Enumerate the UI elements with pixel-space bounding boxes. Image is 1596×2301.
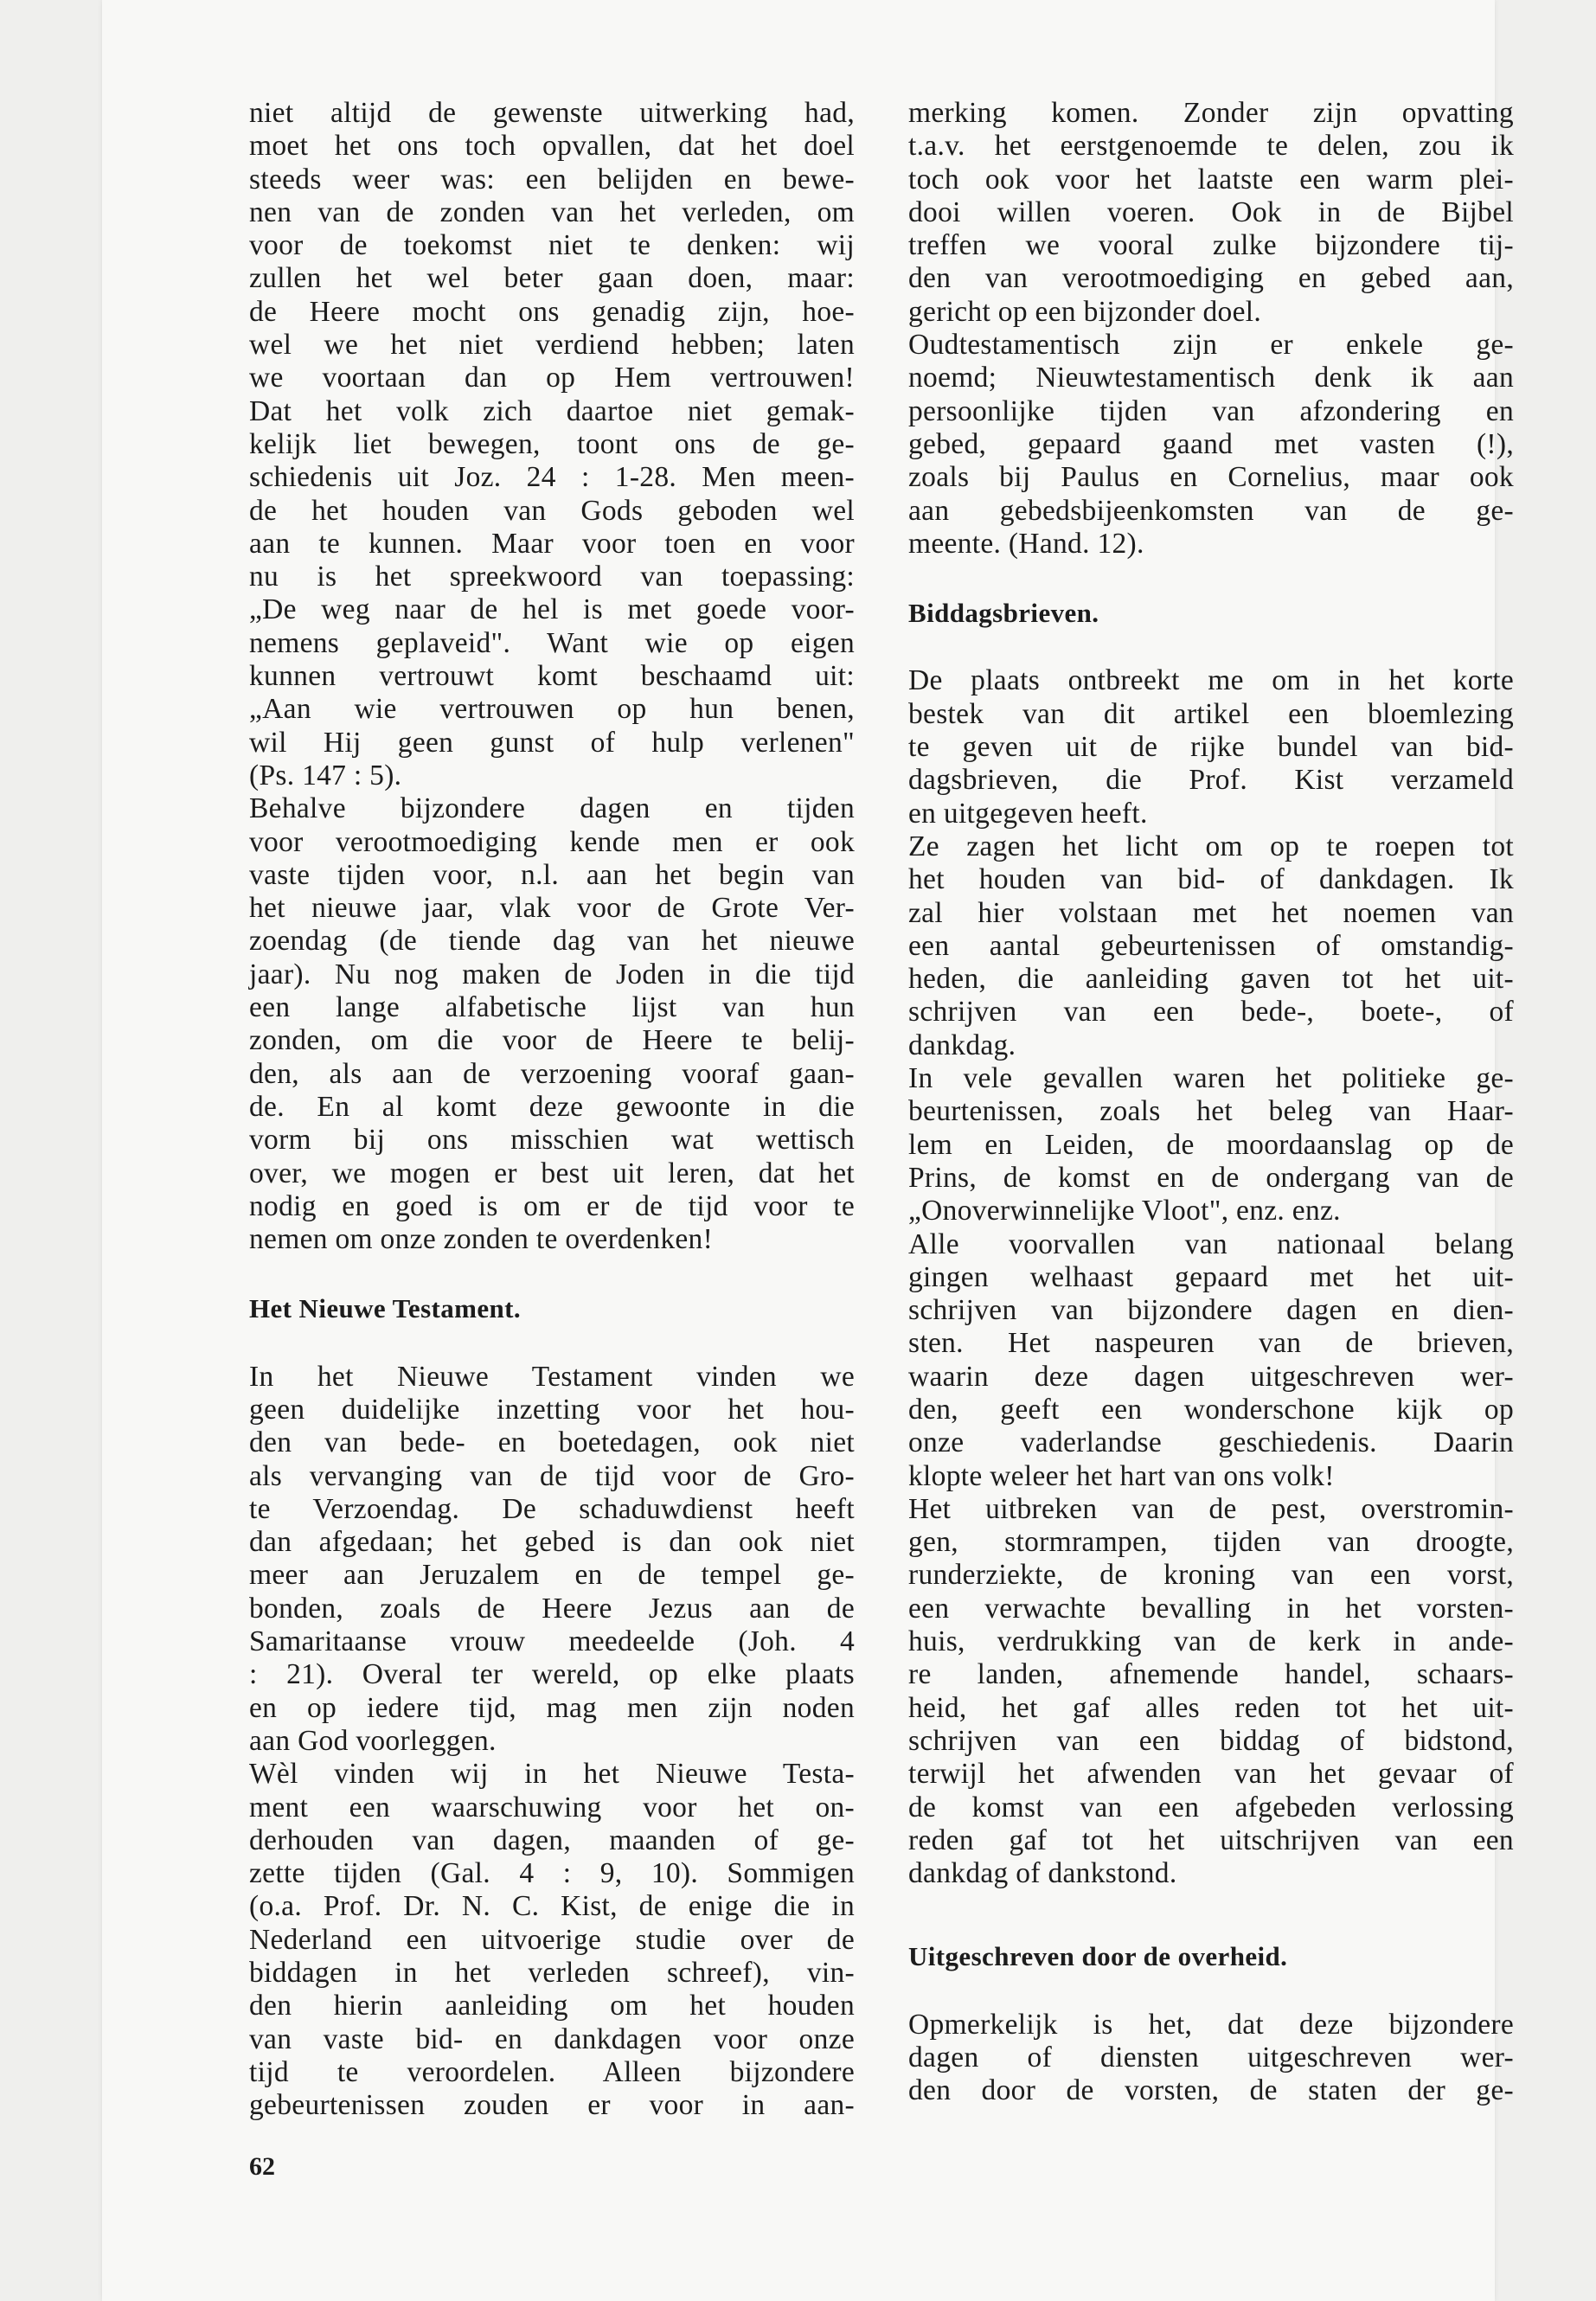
text-line: meente. (Hand. 12). bbox=[908, 527, 1144, 560]
text-line: t.a.v. het eerstgenoemde te delen, zou ik bbox=[908, 130, 1514, 163]
text-line: heden, die aanleiding gaven tot het uit- bbox=[908, 963, 1514, 996]
text-line: het nieuwe jaar, vlak voor de Grote Ver- bbox=[249, 892, 855, 925]
text-line: voor de toekomst niet te denken: wij bbox=[249, 229, 855, 262]
text-line: en op iedere tijd, mag men zijn noden bbox=[249, 1691, 855, 1724]
right-column bbox=[908, 97, 1514, 2108]
text-line: den, geeft een wonderschone kijk op bbox=[908, 1393, 1514, 1426]
text-line: wel we het niet verdiend hebben; laten bbox=[249, 329, 855, 362]
text-line: (Ps. 147 : 5). bbox=[249, 759, 402, 792]
text-line: huis, verdrukking van de kerk in ande- bbox=[908, 1625, 1514, 1658]
text-line: gebed, gepaard gaand met vasten (!), bbox=[908, 427, 1514, 460]
text-line: den van verootmoediging en gebed aan, bbox=[908, 262, 1514, 295]
text-line: gericht op een bijzonder doel. bbox=[908, 295, 1262, 328]
text-line: onze vaderlandse geschiedenis. Daarin bbox=[908, 1426, 1514, 1459]
text-line: het houden van bid- of dankdagen. Ik bbox=[908, 863, 1514, 896]
text-line: Ze zagen het licht om op te roepen tot bbox=[908, 830, 1514, 862]
text-line: gebeurtenissen zouden er voor in aan- bbox=[249, 2089, 855, 2122]
text-line: de komst van een afgebeden verlossing bbox=[908, 1791, 1514, 1823]
text-line: dankdag. bbox=[908, 1029, 1016, 1061]
text-line: den, als aan de verzoening vooraf gaan- bbox=[249, 1057, 855, 1090]
left-column bbox=[249, 97, 855, 2123]
text-line: gingen welhaast gepaard met het uit- bbox=[908, 1260, 1514, 1293]
text-line: zette tijden (Gal. 4 : 9, 10). Sommigen bbox=[249, 1857, 855, 1890]
text-line: de Heere mocht ons genadig zijn, hoe- bbox=[249, 295, 855, 328]
text-line: aan God voorleggen. bbox=[249, 1724, 497, 1757]
text-line: merking komen. Zonder zijn opvatting bbox=[908, 97, 1514, 129]
text-line: vorm bij ons misschien wat wettisch bbox=[249, 1124, 855, 1157]
text-line: kelijk liet bewegen, toont ons de ge- bbox=[249, 427, 855, 460]
text-line: reden gaf tot het uitschrijven van een bbox=[908, 1823, 1514, 1856]
text-line: treffen we vooral zulke bijzondere tij- bbox=[908, 229, 1514, 262]
text-line: zal hier volstaan met het noemen van bbox=[908, 896, 1514, 929]
text-line: nemen om onze zonden te overdenken! bbox=[249, 1223, 714, 1256]
text-line: ment een waarschuwing voor het on- bbox=[249, 1791, 855, 1823]
text-line: nemens geplaveid". Want wie op eigen bbox=[249, 626, 855, 659]
text-line: Samaritaanse vrouw meedeelde (Joh. 4 bbox=[249, 1625, 855, 1658]
text-line: Nederland een uitvoerige studie over de bbox=[249, 1923, 855, 1956]
text-line: zullen het wel beter gaan doen, maar: bbox=[249, 262, 855, 295]
text-line: „Onoverwinnelijke Vloot", enz. enz. bbox=[908, 1195, 1341, 1227]
text-line: over, we mogen er best uit leren, dat het bbox=[249, 1157, 855, 1189]
text-line: schrijven van een bede-, boete-, of bbox=[908, 996, 1514, 1029]
text-line: te Verzoendag. De schaduwdienst heeft bbox=[249, 1492, 855, 1525]
text-line: schiedenis uit Joz. 24 : 1-28. Men meen- bbox=[249, 461, 855, 494]
text-line: dan afgedaan; het gebed is dan ook niet bbox=[249, 1526, 855, 1559]
text-line: den door de vorsten, de staten der ge- bbox=[908, 2074, 1514, 2107]
text-line: bestek van dit artikel een bloemlezing bbox=[908, 697, 1514, 730]
text-line: biddagen in het verleden schreef), vin- bbox=[249, 1957, 855, 1990]
text-line: schrijven van een biddag of bidstond, bbox=[908, 1724, 1514, 1757]
text-line: den hierin aanleiding om het houden bbox=[249, 1990, 855, 2022]
text-line: tijd te veroordelen. Alleen bijzondere bbox=[249, 2055, 855, 2088]
text-line: „De weg naar de hel is met goede voor- bbox=[249, 593, 855, 626]
text-line: geen duidelijke inzetting voor het hou- bbox=[249, 1393, 855, 1426]
text-line: we voortaan dan op Hem vertrouwen! bbox=[249, 362, 855, 394]
heading-het-nieuwe-testament: Het Nieuwe Testament. bbox=[249, 1293, 522, 1324]
text-line: toch ook voor het laatste een warm plei- bbox=[908, 163, 1514, 195]
text-line: runderziekte, de kroning van een vorst, bbox=[908, 1559, 1514, 1592]
text-line: wil Hij geen gunst of hulp verlenen" bbox=[249, 726, 855, 759]
right-paragraph-block-1 bbox=[908, 97, 1514, 561]
text-line: „Aan wie vertrouwen op hun benen, bbox=[249, 693, 855, 726]
left-paragraph-block-1 bbox=[249, 97, 855, 1256]
text-line: en uitgegeven heeft. bbox=[908, 797, 1148, 830]
text-line: In vele gevallen waren het politieke ge- bbox=[908, 1062, 1514, 1095]
text-line: voor verootmoediging kende men er ook bbox=[249, 825, 855, 858]
text-line: schrijven van bijzondere dagen en dien- bbox=[908, 1294, 1514, 1327]
text-line: terwijl het afwenden van het gevaar of bbox=[908, 1758, 1514, 1791]
text-line: vaste tijden voor, n.l. aan het begin van bbox=[249, 858, 855, 891]
text-line: : 21). Overal ter wereld, op elke plaats bbox=[249, 1658, 855, 1691]
text-line: meer aan Jeruzalem en de tempel ge- bbox=[249, 1559, 855, 1592]
text-line: Dat het volk zich daartoe niet gemak- bbox=[249, 394, 855, 427]
right-paragraph-block-2 bbox=[908, 664, 1514, 1890]
text-line: lem en Leiden, de moordaanslag op de bbox=[908, 1128, 1514, 1161]
text-line: gen, stormrampen, tijden van droogte, bbox=[908, 1526, 1514, 1559]
text-line: dankdag of dankstond. bbox=[908, 1857, 1177, 1890]
text-line: te geven uit de rijke bundel van bid- bbox=[908, 731, 1514, 764]
text-line: Opmerkelijk is het, dat deze bijzondere bbox=[908, 2008, 1514, 2041]
text-line: jaar). Nu nog maken de Joden in die tijd bbox=[249, 958, 855, 990]
text-line: nen van de zonden van het verleden, om bbox=[249, 195, 855, 228]
text-line: van vaste bid- en dankdagen voor onze bbox=[249, 2022, 855, 2055]
text-line: Behalve bijzondere dagen en tijden bbox=[249, 792, 855, 825]
text-line: dagsbrieven, die Prof. Kist verzameld bbox=[908, 764, 1514, 797]
text-line: dagen of diensten uitgeschreven wer- bbox=[908, 2041, 1514, 2074]
text-line: re landen, afnemende handel, schaars- bbox=[908, 1658, 1514, 1691]
text-line: persoonlijke tijden van afzondering en bbox=[908, 394, 1514, 427]
text-line: aan te kunnen. Maar voor toen en voor bbox=[249, 527, 855, 560]
text-line: steeds weer was: een belijden en bewe- bbox=[249, 163, 855, 195]
text-line: den van bede- en boetedagen, ook niet bbox=[249, 1426, 855, 1459]
text-line: derhouden van dagen, maanden of ge- bbox=[249, 1823, 855, 1856]
text-line: als vervanging van de tijd voor de Gro- bbox=[249, 1459, 855, 1492]
heading-biddagsbrieven: Biddagsbrieven. bbox=[908, 598, 1099, 629]
text-line: Wèl vinden wij in het Nieuwe Testa- bbox=[249, 1758, 855, 1791]
text-line: Oudtestamentisch zijn er enkele ge- bbox=[908, 329, 1514, 362]
text-line: De plaats ontbreekt me om in het korte bbox=[908, 664, 1514, 697]
text-line: kunnen vertrouwt komt beschaamd uit: bbox=[249, 660, 855, 693]
text-line: Alle voorvallen van nationaal belang bbox=[908, 1227, 1514, 1260]
text-line: waarin deze dagen uitgeschreven wer- bbox=[908, 1360, 1514, 1393]
left-paragraph-block-2 bbox=[249, 1361, 855, 2123]
text-line: klopte weleer het hart van ons volk! bbox=[908, 1459, 1335, 1492]
text-line: heid, het gaf alles reden tot het uit- bbox=[908, 1691, 1514, 1724]
text-line: de. En al komt deze gewoonte in die bbox=[249, 1090, 855, 1123]
text-line: Het uitbreken van de pest, overstromin- bbox=[908, 1492, 1514, 1525]
text-line: dooi willen voeren. Ook in de Bijbel bbox=[908, 195, 1514, 228]
text-line: moet het ons toch opvallen, dat het doel bbox=[249, 130, 855, 163]
text-line: zonden, om die voor de Heere te belij- bbox=[249, 1024, 855, 1057]
text-line: beurtenissen, zoals het beleg van Haar- bbox=[908, 1095, 1514, 1128]
text-line: zoals bij Paulus en Cornelius, maar ook bbox=[908, 461, 1514, 494]
text-line: nodig en goed is om er de tijd voor te bbox=[249, 1189, 855, 1222]
text-line: aan gebedsbijeenkomsten van de ge- bbox=[908, 494, 1514, 527]
magazine-page bbox=[102, 0, 1514, 2301]
text-line: niet altijd de gewenste uitwerking had, bbox=[249, 97, 855, 129]
text-line: (o.a. Prof. Dr. N. C. Kist, de enige die in bbox=[249, 1890, 855, 1923]
text-line: noemd; Nieuwtestamentisch denk ik aan bbox=[908, 362, 1514, 394]
text-line: bonden, zoals de Heere Jezus aan de bbox=[249, 1592, 855, 1625]
text-line: een lange alfabetische lijst van hun bbox=[249, 991, 855, 1024]
text-line: zoendag (de tiende dag van het nieuwe bbox=[249, 925, 855, 958]
heading-uitgeschreven-door-de-overheid: Uitgeschreven door de overheid. bbox=[908, 1941, 1288, 1972]
text-line: de het houden van Gods geboden wel bbox=[249, 494, 855, 527]
text-line: sten. Het naspeuren van de brieven, bbox=[908, 1327, 1514, 1360]
text-line: In het Nieuwe Testament vinden we bbox=[249, 1360, 855, 1393]
right-paragraph-block-3 bbox=[908, 2009, 1514, 2108]
text-line: een verwachte bevalling in het vorsten- bbox=[908, 1592, 1514, 1625]
text-line: een aantal gebeurtenissen of omstandig- bbox=[908, 929, 1514, 962]
text-line: Prins, de komst en de ondergang van de bbox=[908, 1161, 1514, 1194]
page-number: 62 bbox=[249, 2152, 275, 2181]
text-line: nu is het spreekwoord van toepassing: bbox=[249, 561, 855, 593]
